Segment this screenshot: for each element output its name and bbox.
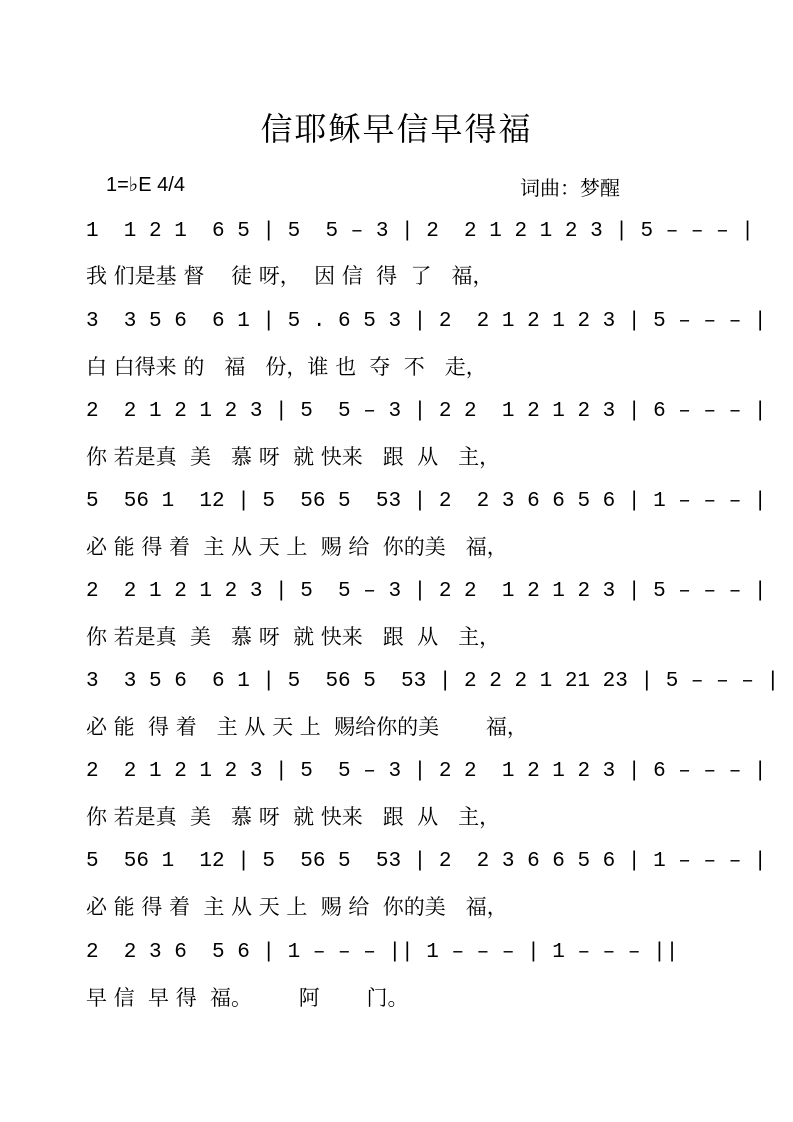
lyric-line-5: 你 若是真 美 慕 呀 就 快来 跟 从 主，	[86, 625, 501, 649]
notation-line-9: 2 2 3 6 5 6 | 1 – – – || 1 – – – | 1 – – – ||	[86, 941, 679, 964]
notation-line-2: 3 3 5 6 6 1 | 5 . 6 5 3 | 2 2 1 2 1 2 3 | 5 – – – |	[86, 310, 767, 333]
lyric-line-4: 必 能 得 着 主 从 天 上 赐 给 你的美 福，	[86, 535, 508, 559]
lyric-line-2: 白 白得来 的 福 份，谁 也 夺 不 走，	[86, 355, 487, 379]
lyric-line-6: 必 能 得 着 主 从 天 上 赐给你的美 福，	[86, 715, 528, 739]
notation-line-7: 2 2 1 2 1 2 3 | 5 5 – 3 | 2 2 1 2 1 2 3 | 6 – – – |	[86, 760, 767, 783]
notation-line-4: 5 56 1 12 | 5 56 5 53 | 2 2 3 6 6 5 6 | 1 – – – |	[86, 490, 767, 513]
lyric-line-9: 早 信 早 得 福。 阿 门。	[86, 986, 409, 1010]
author-credit: 词曲：梦醒	[520, 176, 620, 200]
lyric-line-1: 我 们是基 督 徒 呀， 因 信 得 了 福，	[86, 264, 494, 288]
song-title: 信耶稣早信早得福	[260, 110, 533, 148]
notation-line-1: 1 1 2 1 6 5 | 5 5 – 3 | 2 2 1 2 1 2 3 | 5 – – – |	[86, 220, 754, 243]
notation-line-8: 5 56 1 12 | 5 56 5 53 | 2 2 3 6 6 5 6 | 1 – – – |	[86, 850, 767, 873]
key-time-signature: 1=♭E 4/4	[106, 174, 185, 196]
notation-line-6: 3 3 5 6 6 1 | 5 56 5 53 | 2 2 2 1 21 23 | 5 – – – |	[86, 670, 780, 693]
notation-line-5: 2 2 1 2 1 2 3 | 5 5 – 3 | 2 2 1 2 1 2 3 | 5 – – – |	[86, 580, 767, 603]
lyric-line-3: 你 若是真 美 慕 呀 就 快来 跟 从 主，	[86, 445, 501, 469]
notation-line-3: 2 2 1 2 1 2 3 | 5 5 – 3 | 2 2 1 2 1 2 3 | 6 – – – |	[86, 400, 767, 423]
lyric-line-7: 你 若是真 美 慕 呀 就 快来 跟 从 主，	[86, 805, 501, 829]
lyric-line-8: 必 能 得 着 主 从 天 上 赐 给 你的美 福，	[86, 895, 508, 919]
